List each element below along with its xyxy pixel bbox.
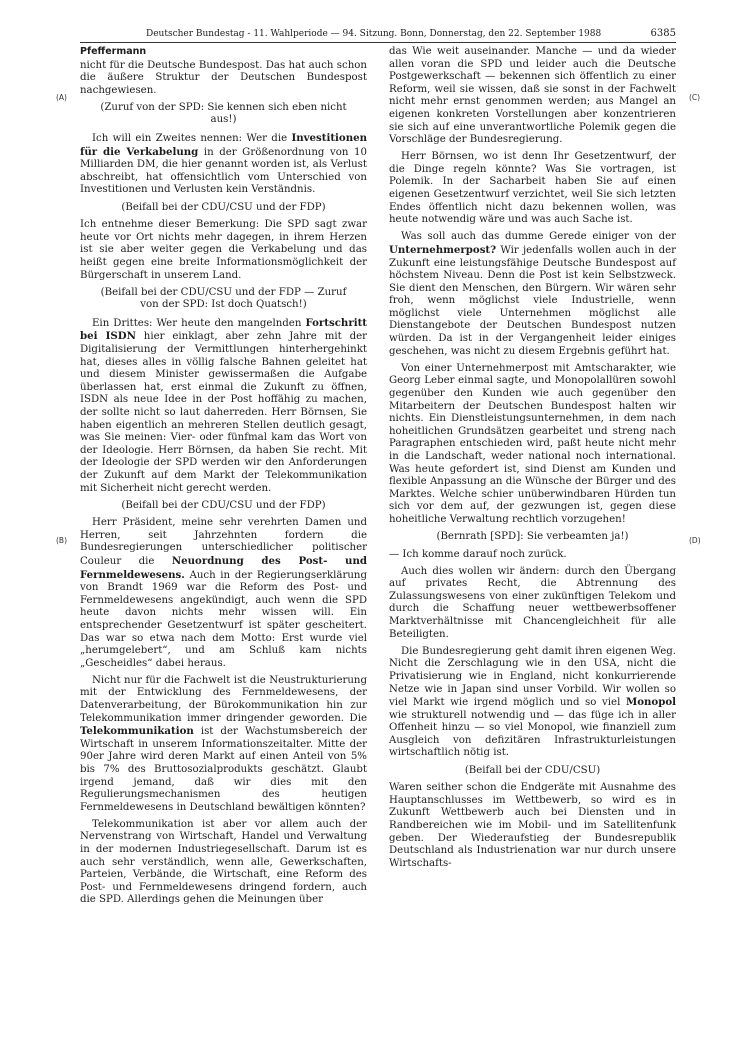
bold-keyword: Telekommunikation <box>80 725 194 738</box>
text-run: Nicht nur für die Fachwelt ist die Neustrukturierung mit der Entwicklung des Fernmeldewesens, der Datenverarbeitung, der Bürokommunikation hin zur Telekommunikation immer dringender geworden. Die <box>80 674 367 724</box>
interjection: (Zuruf von der SPD: Sie kennen sich eben nicht aus!) <box>100 101 347 126</box>
bold-keyword: Monopol <box>625 696 676 709</box>
text-run: Ich will ein Zweites nennen: Wer die <box>92 133 292 145</box>
paragraph <box>389 646 676 760</box>
text-run: hier einklagt, aber zehn Jahre mit der Digitalisierung der Vermittlungen hinterhergehinkt hat, dieses alles in völlig falsche Bahnen geleitet hat und diesem Minister gewissermaßen die Aufgabe überlassen hat, erst einmal die Zukunft zu öffnen, ISDN als neue Idee in der Post hoffähig zu machen, der sollte nicht so laut daherreden. Herr Börnsen, Sie haben eigentlich an mehreren Stellen deutlich gesagt, was Sie meinen: Vier- oder fünfmal kam das Wort von der Ideologie. Herr Börnsen, da haben Sie recht. Mit der Ideologie der SPD werden wir den Anforderungen der Zukunft auf dem Markt der Telekommunikation mit Sicherheit nicht gerecht werden. <box>80 331 367 494</box>
paragraph: Waren seither schon die Endgeräte mit Ausnahme des Hauptanschlusses im Wettbewerb, so wird es in Zukunft Wettbewerb auch bei Diensten und in Randbereichen wie im Mobil- und im Satellitenfunk geben. Der Wiederaufstieg der Bundesrepublik Deutschland als Industrienation war nur durch unsere Wirtschafts- <box>389 782 676 869</box>
paragraph <box>80 317 367 495</box>
paragraph: Telekommunikation ist aber vor allem auch der Nervenstrang von Wirtschaft, Handel und Verwaltung in der modernen Industriegesellschaft. Darum ist es auch sehr verständlich, wenn alle, Gewerkschaften, Parteien, Verbände, die Wirtschaft, eine Reform des Post- und Fernmeldewesens dringend fordern, auch die SPD. Allerdings gehen die Meinungen über <box>80 818 367 906</box>
paragraph: nicht für die Deutsche Bundespost. Das hat auch schon die äußere Struktur der Deutschen Bundespost nachgewiesen. <box>80 59 367 96</box>
text-run: Herr Präsident, meine sehr verehrten Damen und Herren, seit Jahrzehnten fordern die Bundesregierungen unterschiedlicher politischer Couleur die <box>80 517 367 567</box>
bold-keyword: Neuordnung des Post- und Fernmeldewesens. <box>80 554 367 581</box>
margin-mark-b: (B) <box>56 536 67 545</box>
page-number: 6385 <box>650 28 676 39</box>
paragraph: — Ich komme darauf noch zurück. <box>389 548 567 560</box>
margin-mark-d: (D) <box>689 536 701 545</box>
paragraph: Ich entnehme dieser Bemerkung: Die SPD sagt zwar heute vor Ort nichts mehr dagegen, in ihrem Herzen ist sie aber weiter gegen die Verkabelung und das heißt gegen eine breite Informationsmöglichkeit der Bürgerschaft in unserem Land. <box>80 219 367 281</box>
text-run: Was soll auch das dumme Gerede einiger von der <box>401 231 676 243</box>
paragraph: das Wie weit auseinander. Manche — und da wieder allen voran die SPD und leider auch die Deutsche Postgewerkschaft — bekennen sich öffentlich zu einer Reform, weil sie wissen, daß sie sonst in der Fachwelt nicht mehr ernst genommen werden; aus Mangel an eigenen konkreten Vorstellungen aber konzentrieren sie sich auf eine unverantwortliche Polemik gegen die Vorschläge der Bundesregierung. <box>389 46 676 146</box>
left-column <box>80 46 367 912</box>
paragraph: Herr Börnsen, wo ist denn Ihr Gesetzentwurf, der die Dinge regeln könnte? Was Sie vortragen, ist Polemik. In der Sacharbeit haben Sie auf einen eigenen Gesetzentwurf verzichtet, weil Sie sich letzten Endes öffentlich nicht dazu bekennen wollen, was heute notwendig wäre und was auch Sache ist. <box>389 151 676 226</box>
text-run: Ein Drittes: Wer heute den mangelnden <box>92 317 306 329</box>
interjection: (Beifall bei der CDU/CSU und der FDP) <box>121 201 326 213</box>
bold-keyword: Investitionen für die Verkabelung <box>80 132 367 158</box>
margin-mark-c: (C) <box>689 93 701 102</box>
text-run: Die Bundesregierung geht damit ihren eigenen Weg. Nicht die Zerschlagung wie in den USA, nicht die Privatisierung wie in England, nicht konkurrierende Netze wie in Japan sind unser Vorbild. Wir wollen so viel Markt wie irgend möglich und so viel <box>389 645 676 709</box>
margin-mark-a: (A) <box>56 93 67 102</box>
paragraph <box>80 675 367 815</box>
paragraph <box>80 132 367 197</box>
paragraph <box>80 517 367 670</box>
text-run: Wir jedenfalls wollen auch in der Zukunft eine leistungsfähige Deutsche Bundespost auf höchstem Niveau. Denn die Post ist kein Selbstzweck. Sie dient den Menschen, den Bürgern. Wir wären sehr froh, wenn möglichst viele Industrielle, wenn möglichst viele Unternehmen möglichst alle Dienstangebote der Deutschen Bundespost nutzen würden. Da ist in der Vergangenheit leider einiges geschehen, was nicht zu diesem Ergebnis geführt hat. <box>389 244 676 357</box>
paragraph: Auch dies wollen wir ändern: durch den Übergang auf privates Recht, die Abtrennung des Zulassungswesens von einer zukünftigen Telekom und durch die Schaffung neuer wettbewerbsoffener Marktverhältnisse mit Chancengleichheit für alle Beteiligten. <box>389 565 676 640</box>
interjection: (Beifall bei der CDU/CSU) <box>464 764 601 776</box>
text-run: in der Größenordnung von 10 Milliarden DM, die hier genannt worden ist, als Verlust abschreibt, hat offensichtlich vom Unterschied von Investitionen und Verlusten kein Verständnis. <box>80 146 367 196</box>
text-run: ist der Wachstumsbereich der Wirtschaft in unserem Informationszeitalter. Mitte der 90er Jahre wird deren Markt auf einen Anteil von 5% bis 7% des Bruttosozialprodukts geschätzt. Glaubt irgend jemand, daß wir dies mit den Regulierungsmechanismen des heutigen Fernmeldewesens in Deutschland bewältigen könnten? <box>80 726 367 813</box>
bold-keyword: Unternehmerpost? <box>389 243 497 256</box>
page-header <box>80 28 676 43</box>
bold-keyword: Fortschritt bei ISDN <box>80 316 367 343</box>
text-run: wie strukturell notwendig und — das füge ich in aller Offenheit hinzu — so viel Monopol, wie finanziell zum Ausgleich von defizitären Infrastrukturleistungen wirtschaftlich nötig ist. <box>389 709 676 759</box>
speaker-name: Pfeffermann <box>80 46 147 57</box>
text-run: Auch in der Regierungserklärung von Brandt 1969 war die Reform des Post- und Fernmeldewesens angekündigt, auch wenn die SPD heute davon nichts mehr wissen will. Ein entsprechender Gesetzentwurf ist später gescheitert. Das war so etwa nach dem Motto: Erst wurde viel „herumgelebert“, und am Schluß kam nichts „Gescheidles“ dabei heraus. <box>80 569 367 669</box>
paragraph: Von einer Unternehmerpost mit Amtscharakter, wie Georg Leber einmal sagte, und Monopolallüren sowohl gegenüber den Kunden wie auch gegenüber den Mitarbeitern der Deutschen Bundespost halten wir nichts. Ein Dienstleistungsunternehmen, in dem nach hoheitlichen Grundsätzen gearbeitet und streng nach Paragraphen entschieden wird, paßt heute nicht mehr in die Landschaft, weder national noch international. Was heute gefordert ist, sind Dienst am Kunden und flexible Anpassung an die Wünsche der Bürger und des Marktes. Welche schier unüberwindbaren Hürden tun sich vor dem auf, der gezwungen ist, gegen diese hoheitliche Verwaltung rechtlich vorzugehen! <box>389 362 676 525</box>
running-title: Deutscher Bundestag - 11. Wahlperiode — 94. Sitzung. Bonn, Donnerstag, den 22. September 1988 <box>146 29 602 39</box>
paragraph <box>389 231 676 358</box>
right-column <box>389 46 676 875</box>
interjection: (Bernrath [SPD]: Sie verbeamten ja!) <box>436 530 629 542</box>
interjection: (Beifall bei der CDU/CSU und der FDP — Zuruf von der SPD: Ist doch Quatsch!) <box>100 286 347 311</box>
interjection: (Beifall bei der CDU/CSU und der FDP) <box>121 499 326 511</box>
